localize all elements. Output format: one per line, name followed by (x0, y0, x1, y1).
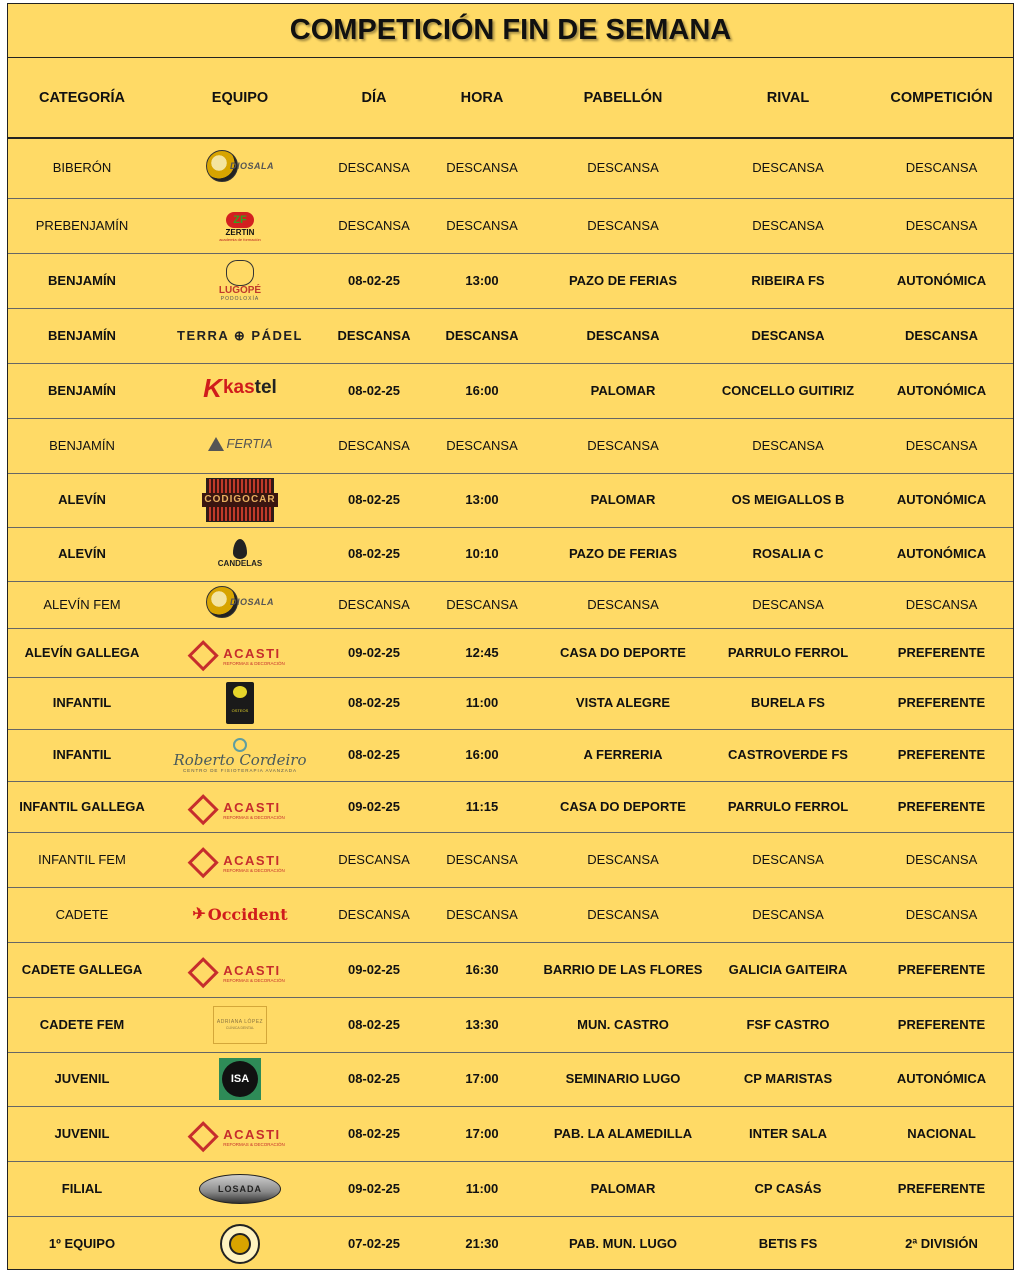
cell-dia: DESCANSA (324, 138, 424, 198)
table-row (8, 308, 1013, 363)
cell-pabellon: DESCANSA (540, 581, 706, 628)
cell-hora: 13:00 (424, 253, 540, 308)
logo-subtext: PODOLOXÍA (220, 295, 260, 302)
cell-competicion: PREFERENTE (870, 677, 1013, 729)
cell-rival: FSF CASTRO (706, 997, 870, 1052)
cell-equipo (156, 1052, 324, 1106)
cell-equipo (156, 138, 324, 198)
table-row (8, 138, 1013, 198)
logo-subtext: REFORMAS & DECORACIÓN (223, 868, 285, 873)
cell-hora: 11:00 (424, 1161, 540, 1216)
cell-competicion: DESCANSA (870, 887, 1013, 942)
occident-logo (192, 906, 287, 924)
cell-equipo (156, 887, 324, 942)
table-row (8, 418, 1013, 473)
cell-rival: CP MARISTAS (706, 1052, 870, 1106)
header-dia: DÍA (324, 58, 424, 138)
cell-pabellon: DESCANSA (540, 198, 706, 253)
cell-equipo (156, 628, 324, 677)
logo-text: DIOSALA (230, 160, 274, 171)
cell-rival: DESCANSA (706, 887, 870, 942)
page-title: COMPETICIÓN FIN DE SEMANA (8, 4, 1013, 58)
candelas-logo (218, 539, 262, 569)
roberto-cordeiro-logo (174, 738, 307, 773)
cell-rival: DESCANSA (706, 832, 870, 887)
table-row (8, 781, 1013, 832)
table-row (8, 363, 1013, 418)
cell-equipo (156, 527, 324, 581)
diosala-logo (206, 150, 274, 182)
logo-text: ACASTI (223, 646, 281, 661)
table-row (8, 832, 1013, 887)
acasti-logo (195, 1120, 285, 1147)
cell-rival: GALICIA GAITEIRA (706, 942, 870, 997)
cell-competicion: PREFERENTE (870, 729, 1013, 781)
cell-categoria: CADETE GALLEGA (8, 942, 156, 997)
cell-competicion: DESCANSA (870, 138, 1013, 198)
cell-competicion: DESCANSA (870, 581, 1013, 628)
logo-subtext: REFORMAS & DECORACIÓN (223, 815, 285, 820)
cell-categoria: FILIAL (8, 1161, 156, 1216)
diamond-icon (188, 957, 219, 988)
logo-text: ZERTIN (225, 227, 255, 237)
cell-rival: DESCANSA (706, 581, 870, 628)
cell-competicion: AUTONÓMICA (870, 527, 1013, 581)
header-row (8, 58, 1013, 138)
cell-equipo (156, 832, 324, 887)
cell-categoria: BIBERÓN (8, 138, 156, 198)
cell-competicion: AUTONÓMICA (870, 253, 1013, 308)
schedule-sheet (7, 3, 1014, 1270)
logo-text: ACASTI (223, 853, 281, 868)
cell-hora: DESCANSA (424, 138, 540, 198)
cell-categoria: ALEVÍN FEM (8, 581, 156, 628)
cell-pabellon: A FERRERIA (540, 729, 706, 781)
cell-rival: DESCANSA (706, 308, 870, 363)
cell-categoria: ALEVÍN (8, 527, 156, 581)
cell-competicion: DESCANSA (870, 308, 1013, 363)
cell-rival: DESCANSA (706, 198, 870, 253)
cell-dia: 08-02-25 (324, 729, 424, 781)
cell-categoria: INFANTIL (8, 677, 156, 729)
cell-rival: BURELA FS (706, 677, 870, 729)
logo-subtext: REFORMAS & DECORACIÓN (223, 661, 285, 666)
cell-competicion: PREFERENTE (870, 942, 1013, 997)
cell-categoria: INFANTIL FEM (8, 832, 156, 887)
cell-hora: 10:10 (424, 527, 540, 581)
logo-subtext: academia de formación (219, 236, 261, 242)
cell-equipo (156, 677, 324, 729)
cell-equipo (156, 729, 324, 781)
cell-rival: PARRULO FERROL (706, 781, 870, 832)
cell-rival: PARRULO FERROL (706, 628, 870, 677)
cell-rival: DESCANSA (706, 418, 870, 473)
cell-pabellon: PAB. LA ALAMEDILLA (540, 1106, 706, 1161)
logo-text: Occident (207, 904, 288, 924)
table-row (8, 1106, 1013, 1161)
acasti-logo (195, 956, 285, 983)
cell-rival: CP CASÁS (706, 1161, 870, 1216)
cell-dia: 09-02-25 (324, 1161, 424, 1216)
cell-dia: 08-02-25 (324, 363, 424, 418)
table-row (8, 628, 1013, 677)
cell-categoria: BENJAMÍN (8, 253, 156, 308)
cell-categoria: BENJAMÍN (8, 418, 156, 473)
cell-equipo (156, 363, 324, 418)
cell-competicion: AUTONÓMICA (870, 363, 1013, 418)
osteos-logo (226, 682, 254, 724)
cell-hora: DESCANSA (424, 832, 540, 887)
cell-rival: CASTROVERDE FS (706, 729, 870, 781)
cell-competicion: PREFERENTE (870, 628, 1013, 677)
cell-categoria: PREBENJAMÍN (8, 198, 156, 253)
isa-logo (219, 1058, 261, 1100)
zertin-logo (219, 212, 261, 242)
header-equipo: EQUIPO (156, 58, 324, 138)
cell-competicion: DESCANSA (870, 418, 1013, 473)
cell-dia: 08-02-25 (324, 473, 424, 527)
acasti-logo (195, 639, 285, 666)
cell-rival: BETIS FS (758, 1235, 818, 1251)
cell-pabellon: MUN. CASTRO (540, 997, 706, 1052)
logo-text: ACASTI (223, 963, 281, 978)
table-row (8, 253, 1013, 308)
schedule-table (8, 58, 1013, 1271)
logo-subtext: REFORMAS & DECORACIÓN (223, 1142, 285, 1147)
cell-equipo (156, 781, 324, 832)
logo-text: OSTEOS (231, 708, 249, 713)
cell-competicion: PREFERENTE (870, 781, 1013, 832)
cell-dia: DESCANSA (324, 198, 424, 253)
cell-pabellon: SEMINARIO LUGO (540, 1052, 706, 1106)
cell-categoria: JUVENIL (8, 1106, 156, 1161)
logo-subtext: REFORMAS & DECORACIÓN (223, 978, 285, 983)
cell-competicion: PREFERENTE (870, 997, 1013, 1052)
diamond-icon (188, 847, 219, 878)
logo-text: FERTIA (226, 436, 273, 451)
triangle-icon (208, 437, 224, 451)
cell-hora: 16:00 (424, 729, 540, 781)
cell-dia: 09-02-25 (324, 781, 424, 832)
header-categoria: CATEGORÍA (8, 58, 156, 138)
cell-dia: DESCANSA (324, 832, 424, 887)
cell-rival: OS MEIGALLOS B (706, 473, 870, 527)
logo-text: LOSADA (218, 1183, 262, 1194)
cell-dia: 08-02-25 (324, 1052, 424, 1106)
cell-pabellon: DESCANSA (540, 138, 706, 198)
logo-subtext: CENTRO DE FISIOTERAPIA AVANZADA (182, 767, 298, 773)
cell-hora: DESCANSA (424, 418, 540, 473)
cell-competicion: NACIONAL (870, 1106, 1013, 1161)
cell-competicion: 2ª DIVISIÓN (905, 1235, 978, 1251)
codigocar-logo (206, 478, 274, 522)
cell-dia: DESCANSA (324, 418, 424, 473)
cell-dia: 08-02-25 (324, 677, 424, 729)
circle-icon (233, 738, 247, 752)
table-row (8, 1216, 1013, 1271)
logo-text: ISA (222, 1061, 258, 1097)
diamond-icon (188, 794, 219, 825)
cell-pabellon: DESCANSA (540, 887, 706, 942)
header-hora: HORA (424, 58, 540, 138)
cell-pabellon: CASA DO DEPORTE (540, 781, 706, 832)
cell-hora: 13:30 (424, 997, 540, 1052)
table-row (8, 729, 1013, 781)
flame-icon (233, 539, 247, 559)
table-body (8, 138, 1013, 1271)
acasti-logo (195, 793, 285, 820)
cell-equipo (156, 1161, 324, 1216)
cell-categoria: BENJAMÍN (8, 308, 156, 363)
cell-competicion: AUTONÓMICA (870, 473, 1013, 527)
cell-pabellon: PAZO DE FERIAS (540, 253, 706, 308)
cell-equipo (156, 581, 324, 628)
ball-icon (229, 1233, 251, 1255)
cell-rival: RIBEIRA FS (706, 253, 870, 308)
logo-subtext: CLÍNICA DENTAL (225, 1025, 255, 1030)
cell-equipo (156, 473, 324, 527)
cell-pabellon: PALOMAR (540, 1161, 706, 1216)
cell-hora: DESCANSA (424, 581, 540, 628)
logo-text: kas (222, 377, 255, 398)
cell-pabellon: VISTA ALEGRE (540, 677, 706, 729)
cell-equipo (156, 308, 324, 363)
cell-categoria: INFANTIL (8, 729, 156, 781)
table-row (8, 473, 1013, 527)
cell-categoria: JUVENIL (8, 1052, 156, 1106)
cell-categoria: CADETE (8, 887, 156, 942)
cell-categoria: BENJAMÍN (8, 363, 156, 418)
cell-pabellon: PAB. MUN. LUGO (568, 1235, 678, 1251)
cell-categoria: ALEVÍN GALLEGA (8, 628, 156, 677)
cell-pabellon: PALOMAR (540, 473, 706, 527)
cell-rival: ROSALIA C (706, 527, 870, 581)
logo-text: Roberto Cordeiro (173, 750, 307, 769)
table-row (8, 527, 1013, 581)
cell-categoria: ALEVÍN (8, 473, 156, 527)
cell-equipo (156, 198, 324, 253)
cell-hora: 17:00 (424, 1052, 540, 1106)
acasti-logo (195, 846, 285, 873)
losada-logo (199, 1174, 281, 1204)
table-row (8, 677, 1013, 729)
cell-equipo (156, 997, 324, 1052)
header-pabellon: PABELLÓN (540, 58, 706, 138)
cell-categoria: 1º EQUIPO (48, 1235, 116, 1251)
logo-text: CODIGOCAR (204, 494, 276, 505)
table-row (8, 198, 1013, 253)
cell-equipo (156, 418, 324, 473)
cell-pabellon: PALOMAR (540, 363, 706, 418)
adriana-lopez-logo (213, 1006, 267, 1044)
diosala-logo (206, 586, 274, 618)
cell-hora: 21:30 (465, 1235, 499, 1251)
table-row (8, 997, 1013, 1052)
diamond-icon (188, 640, 219, 671)
cell-pabellon: DESCANSA (540, 418, 706, 473)
cell-dia: 08-02-25 (324, 1106, 424, 1161)
logo-text: ACASTI (223, 1127, 281, 1142)
cell-hora: 16:00 (424, 363, 540, 418)
table-row (8, 942, 1013, 997)
cell-hora: DESCANSA (424, 198, 540, 253)
logo-text: DIOSALA (230, 597, 274, 607)
logo-text-dark: tel (254, 377, 277, 398)
club-badge-icon (220, 1224, 260, 1264)
cell-competicion: DESCANSA (870, 832, 1013, 887)
cell-dia: 09-02-25 (324, 628, 424, 677)
logo-text: LUGOPÉ (218, 284, 262, 296)
zertin-mark-icon: ZF (226, 212, 254, 228)
cell-hora: 17:00 (424, 1106, 540, 1161)
cell-equipo (156, 942, 324, 997)
cell-dia: DESCANSA (324, 887, 424, 942)
logo-text: ADRIANA LÓPEZ (216, 1018, 264, 1025)
terra-padel-logo: TERRA ⊕ PÁDEL (177, 327, 303, 343)
cell-hora: 12:45 (424, 628, 540, 677)
cell-dia: 09-02-25 (324, 942, 424, 997)
cell-categoria: INFANTIL GALLEGA (8, 781, 156, 832)
cell-hora: 11:00 (424, 677, 540, 729)
cell-competicion: PREFERENTE (870, 1161, 1013, 1216)
cell-dia: 07-02-25 (347, 1235, 401, 1251)
cell-pabellon: DESCANSA (540, 308, 706, 363)
fertia-logo (208, 435, 273, 453)
cell-equipo (156, 253, 324, 308)
logo-text: ACASTI (223, 800, 281, 815)
cell-dia: DESCANSA (324, 581, 424, 628)
logo-text: CANDELAS (217, 559, 263, 568)
cell-hora: 11:15 (424, 781, 540, 832)
cell-competicion: AUTONÓMICA (870, 1052, 1013, 1106)
occident-mark-icon: ✈ (192, 905, 206, 923)
cell-pabellon: DESCANSA (540, 832, 706, 887)
cell-pabellon: CASA DO DEPORTE (540, 628, 706, 677)
cell-rival: DESCANSA (706, 138, 870, 198)
cell-hora: DESCANSA (424, 887, 540, 942)
table-row (8, 1052, 1013, 1106)
cell-hora: 16:30 (424, 942, 540, 997)
cell-rival: INTER SALA (706, 1106, 870, 1161)
lugope-logo (219, 260, 261, 302)
cell-categoria: CADETE FEM (8, 997, 156, 1052)
frog-icon (233, 686, 247, 698)
cell-rival: CONCELLO GUITIRIZ (706, 363, 870, 418)
header-competicion: COMPETICIÓN (870, 58, 1013, 138)
diamond-icon (188, 1121, 219, 1152)
header-rival: RIVAL (706, 58, 870, 138)
cell-dia: 08-02-25 (324, 527, 424, 581)
cell-hora: DESCANSA (424, 308, 540, 363)
table-row (8, 1161, 1013, 1216)
cell-dia: 08-02-25 (324, 253, 424, 308)
cell-pabellon: BARRIO DE LAS FLORES (540, 942, 706, 997)
cell-dia: DESCANSA (324, 308, 424, 363)
kastel-logo (203, 373, 277, 403)
cell-hora: 13:00 (424, 473, 540, 527)
cell-competicion: DESCANSA (870, 198, 1013, 253)
face-icon (226, 260, 254, 286)
logo-k: K (203, 373, 222, 403)
cell-dia: 08-02-25 (324, 997, 424, 1052)
table-row (8, 887, 1013, 942)
cell-pabellon: PAZO DE FERIAS (540, 527, 706, 581)
table-row (8, 581, 1013, 628)
cell-equipo (156, 1106, 324, 1161)
cell-equipo (156, 1216, 324, 1271)
